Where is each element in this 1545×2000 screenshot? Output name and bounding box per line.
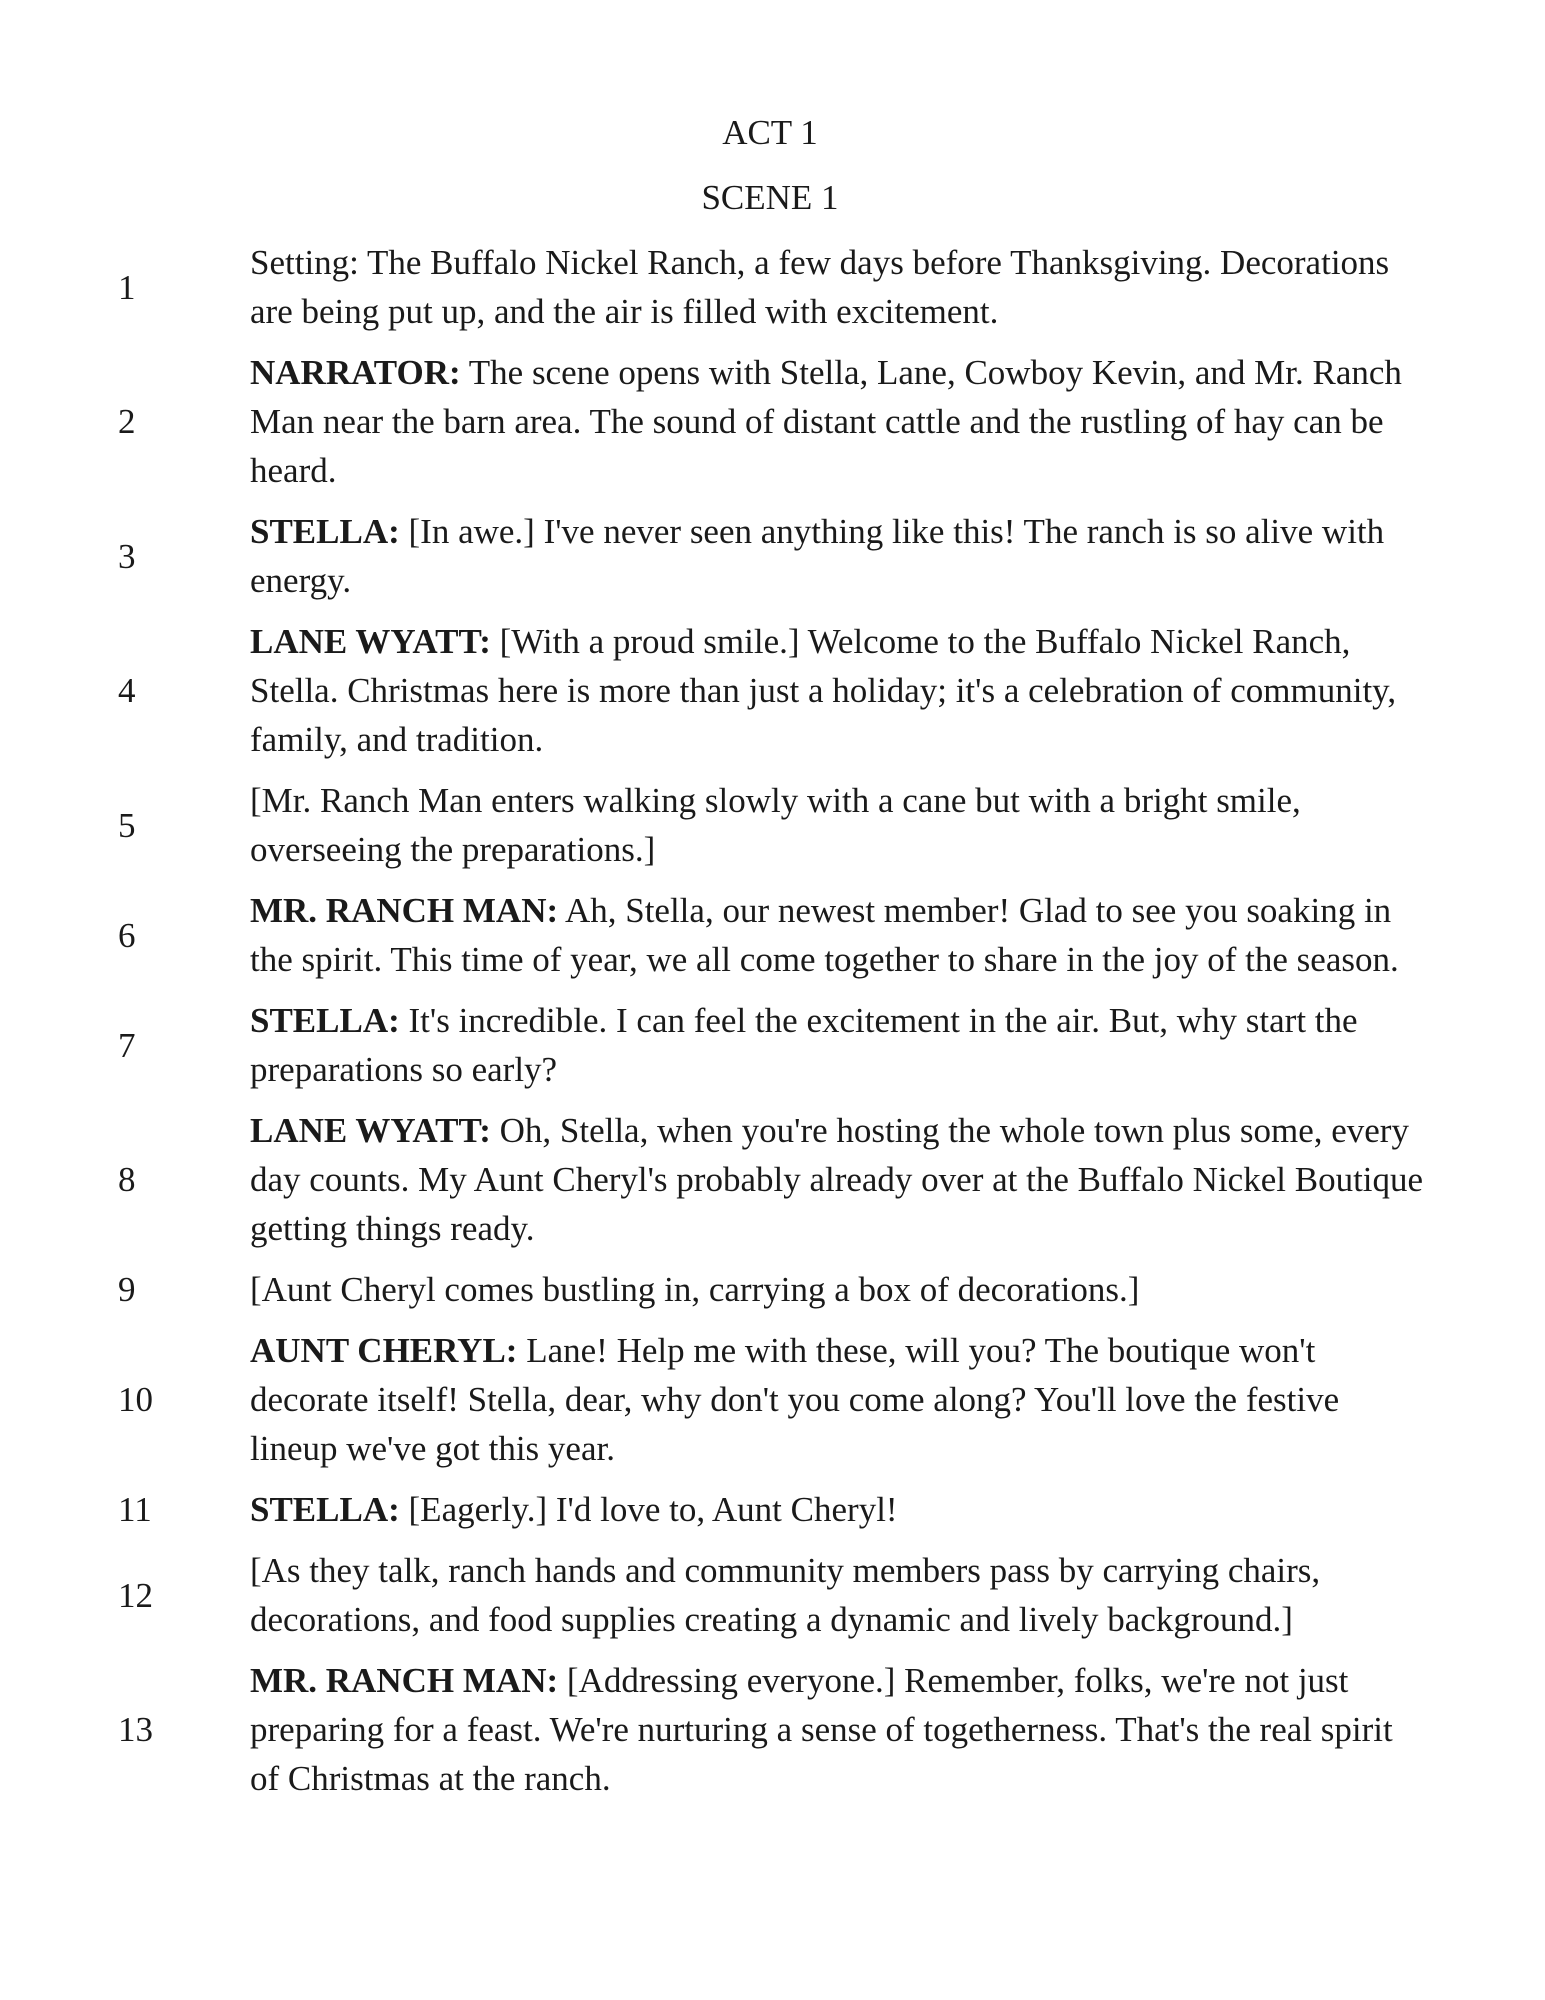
line-number: 6	[118, 915, 136, 955]
line-text	[250, 886, 1425, 984]
script-line	[0, 348, 1545, 495]
line-content: Ah, Stella, our newest member! Glad to see you soaking in the spirit. This time of year, we all come together to share in the joy of the season.	[250, 891, 1399, 979]
line-number: 11	[118, 1490, 152, 1529]
script-line	[0, 1265, 1545, 1314]
speaker-name: STELLA:	[250, 1001, 400, 1040]
script-line	[0, 238, 1545, 336]
line-content: [Addressing everyone.] Remember, folks, we're not just preparing for a feast. We're nurturing a sense of togetherness. That's the real spirit of Christmas at the ranch.	[250, 1661, 1393, 1798]
line-content: [In awe.] I've never seen anything like this! The ranch is so alive with energy.	[250, 512, 1385, 600]
line-text	[250, 1546, 1425, 1644]
line-text	[250, 1326, 1425, 1473]
speaker-name: MR. RANCH MAN:	[250, 1661, 559, 1700]
line-content: [As they talk, ranch hands and community members pass by carrying chairs, decorations, and food supplies creating a dynamic and lively background.]	[250, 1551, 1321, 1639]
speaker-name: MR. RANCH MAN:	[250, 891, 559, 930]
line-content: Oh, Stella, when you're hosting the whole town plus some, every day counts. My Aunt Cheryl's probably already over at the Buffalo Nickel Boutique getting things ready.	[250, 1111, 1424, 1248]
line-number: 9	[118, 1270, 136, 1309]
script-line	[0, 507, 1545, 605]
line-content: It's incredible. I can feel the excitement in the air. But, why start the preparations so early?	[250, 1001, 1358, 1089]
line-content: [Aunt Cheryl comes bustling in, carrying a box of decorations.]	[250, 1270, 1140, 1309]
line-text	[250, 996, 1425, 1094]
speaker-name: LANE WYATT:	[250, 1111, 491, 1150]
speaker-name: LANE WYATT:	[250, 622, 491, 661]
line-text	[250, 507, 1425, 605]
line-content: The scene opens with Stella, Lane, Cowboy Kevin, and Mr. Ranch Man near the barn area. The sound of distant cattle and the rustling of hay can be heard.	[250, 353, 1402, 490]
line-number: 12	[118, 1575, 153, 1615]
line-number: 7	[118, 1025, 136, 1065]
line-number: 5	[118, 805, 136, 845]
line-number: 2	[118, 402, 136, 441]
act-heading: ACT 1	[722, 113, 818, 152]
speaker-name: NARRATOR:	[250, 353, 461, 392]
line-text	[250, 1265, 1425, 1314]
line-number: 8	[118, 1160, 136, 1199]
line-content: Lane! Help me with these, will you? The boutique won't decorate itself! Stella, dear, why don't you come along? You'll love the festive lineup we've got this year.	[250, 1331, 1340, 1468]
line-text	[250, 1106, 1425, 1253]
speaker-name: STELLA:	[250, 1490, 400, 1529]
line-text	[250, 1485, 1425, 1534]
script-line	[0, 776, 1545, 874]
line-content: Setting: The Buffalo Nickel Ranch, a few days before Thanksgiving. Decorations are being put up, and the air is filled with excitement.	[250, 243, 1390, 331]
line-text	[250, 348, 1425, 495]
line-number: 1	[118, 267, 136, 307]
line-text	[250, 776, 1425, 874]
line-number: 13	[118, 1710, 153, 1749]
script-lines	[0, 238, 1545, 1815]
script-line	[0, 996, 1545, 1094]
script-line	[0, 1106, 1545, 1253]
line-number: 3	[118, 536, 136, 576]
line-number: 10	[118, 1380, 153, 1419]
speaker-name: AUNT CHERYL:	[250, 1331, 518, 1370]
line-text	[250, 238, 1425, 336]
script-line	[0, 617, 1545, 764]
line-content: [With a proud smile.] Welcome to the Buffalo Nickel Ranch, Stella. Christmas here is more than just a holiday; it's a celebration of community, family, and tradition.	[250, 622, 1397, 759]
line-content: [Eagerly.] I'd love to, Aunt Cheryl!	[399, 1490, 898, 1529]
scene-heading: SCENE 1	[701, 178, 839, 217]
script-line	[0, 1656, 1545, 1803]
script-line	[0, 1546, 1545, 1644]
line-text	[250, 1656, 1425, 1803]
speaker-name: STELLA:	[250, 512, 400, 551]
line-content: [Mr. Ranch Man enters walking slowly with a cane but with a bright smile, overseeing the preparations.]	[250, 781, 1301, 869]
line-text	[250, 617, 1425, 764]
script-line	[0, 1485, 1545, 1534]
line-number: 4	[118, 671, 136, 710]
script-line	[0, 1326, 1545, 1473]
script-line	[0, 886, 1545, 984]
